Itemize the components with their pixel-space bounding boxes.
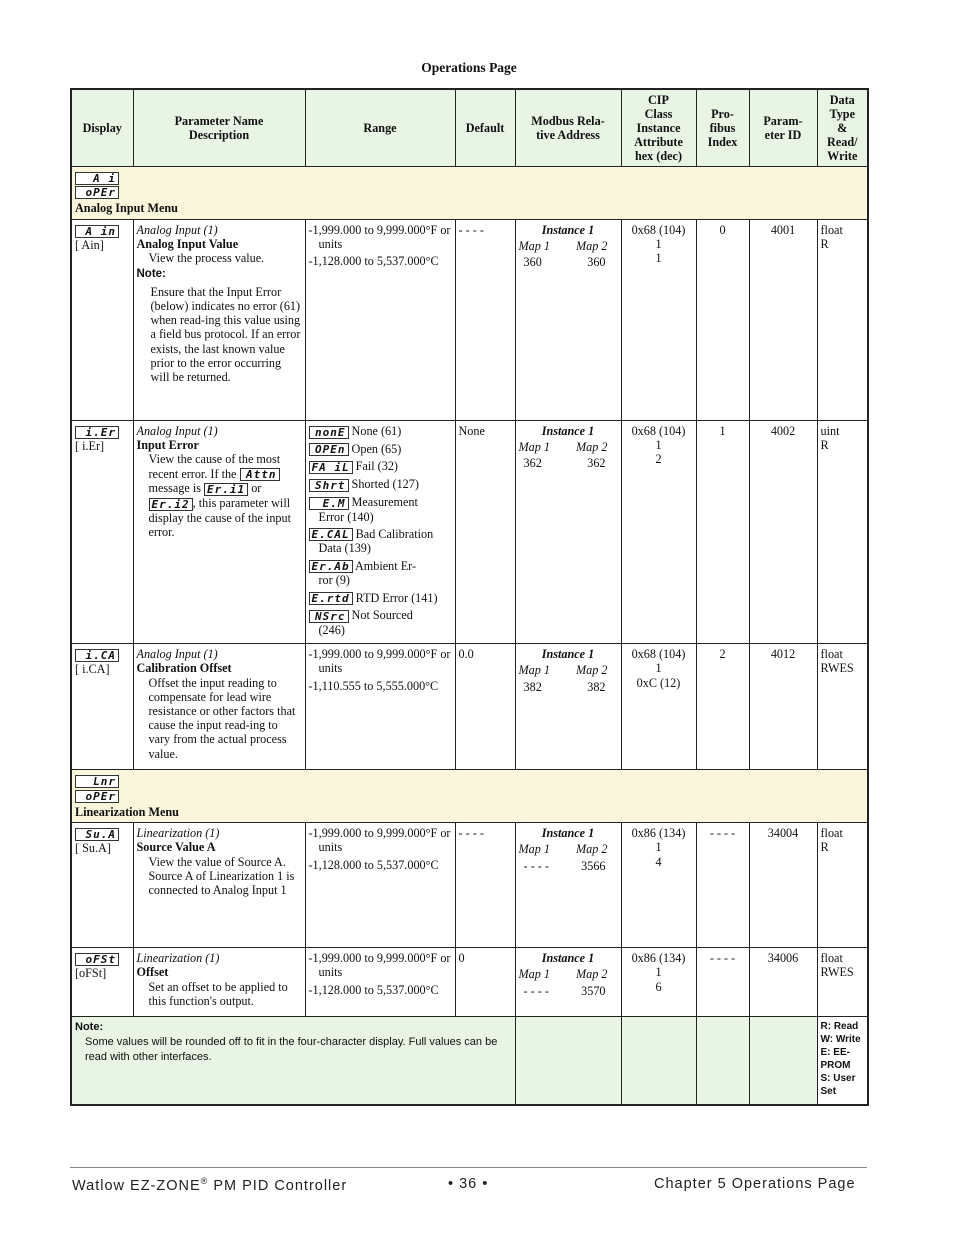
param-name: Source Value A — [136, 840, 216, 855]
param-cell — [133, 644, 305, 770]
type-cell: float RWES — [817, 948, 868, 1017]
range-c: -1,128.000 to 5,537.000°C — [308, 982, 439, 997]
profibus-cell: - - - - — [696, 948, 749, 1017]
display-cell — [71, 823, 133, 948]
display-cell — [71, 644, 133, 770]
empty-cell — [621, 1017, 696, 1105]
lcd-lnr: Lnr — [75, 775, 119, 788]
type-cell: float R — [817, 220, 868, 421]
header-default: Default — [455, 89, 515, 167]
footer-page-number: • 36 • — [448, 1176, 489, 1192]
param-id-cell: 34004 — [749, 823, 817, 948]
lcd-ain: A in — [75, 225, 119, 238]
option-rtd: E.rtd RTD Error (141) — [309, 591, 452, 606]
option-not-sourced: NSrc Not Sourced (246) — [309, 608, 452, 637]
table-row — [71, 421, 868, 644]
display-cell — [71, 220, 133, 421]
header-data-type: Data Type & Read/ Write — [817, 89, 868, 167]
table-row — [71, 644, 868, 770]
range-cell — [305, 948, 455, 1017]
table-row — [71, 220, 868, 421]
param-cell — [133, 948, 305, 1017]
modbus-cell: Instance 1 Map 1 Map 2 - - - - 3570 — [515, 948, 621, 1017]
empty-cell — [749, 1017, 817, 1105]
profibus-cell: 0 — [696, 220, 749, 421]
param-name: Calibration Offset — [136, 661, 232, 676]
range-f: -1,999.000 to 9,999.000°F or units — [308, 223, 451, 252]
param-id-cell: 34006 — [749, 948, 817, 1017]
range-f: -1,999.000 to 9,999.000°F or units — [308, 647, 451, 676]
table-row — [71, 823, 868, 948]
header-profibus: Pro- fibus Index — [696, 89, 749, 167]
param-id-cell: 4012 — [749, 644, 817, 770]
header-row — [71, 89, 868, 167]
param-id-cell: 4002 — [749, 421, 817, 644]
param-cell — [133, 823, 305, 948]
cip-cell: 0x86 (134) 1 4 — [621, 823, 696, 948]
type-cell: float R — [817, 823, 868, 948]
profibus-cell: - - - - — [696, 823, 749, 948]
profibus-cell: 1 — [696, 421, 749, 644]
param-desc: View the process value. — [148, 251, 265, 266]
note-label: Note: — [136, 267, 166, 280]
display-cell — [71, 421, 133, 644]
modbus-cell: Instance 1 Map 1 Map 2 - - - - 3566 — [515, 823, 621, 948]
lcd-oper: oPEr — [75, 186, 119, 199]
cip-cell: 0x68 (104) 1 1 — [621, 220, 696, 421]
lcd-er-i2: Er.i2 — [149, 498, 193, 511]
param-group: Linearization (1) — [136, 951, 220, 966]
default-cell: - - - - — [455, 220, 515, 421]
range-f: -1,999.000 to 9,999.000°F or units — [308, 951, 451, 980]
lcd-sua: Su.A — [75, 828, 119, 841]
lcd-attn: Attn — [240, 468, 280, 481]
modbus-cell: Instance 1 Map 1 Map 2 362 362 — [515, 421, 621, 644]
footnote-label: Note: — [75, 1021, 104, 1034]
display-code: [oFSt] — [75, 965, 107, 980]
option-measurement: E.M Measurement Error (140) — [309, 495, 452, 524]
display-code: [ Ain] — [75, 237, 104, 252]
note-row — [71, 1017, 868, 1105]
range-f: -1,999.000 to 9,999.000°F or units — [308, 826, 451, 855]
header-param-id: Param- eter ID — [749, 89, 817, 167]
option-bad-cal: E.CAL Bad Calibration Data (139) — [309, 527, 452, 556]
header-range: Range — [305, 89, 455, 167]
header-modbus: Modbus Rela- tive Address — [515, 89, 621, 167]
default-cell: 0 — [455, 948, 515, 1017]
display-code: [ i.CA] — [75, 661, 110, 676]
header-display: Display — [71, 89, 133, 167]
param-desc: Offset the input reading to compensate for lead wire resistance or other factors that cause the input read-ing to vary from the actual process value. — [148, 675, 296, 761]
option-none: nonE None (61) — [309, 424, 452, 439]
param-group: Analog Input (1) — [136, 424, 218, 438]
cip-cell: 0x68 (104) 1 2 — [621, 421, 696, 644]
linearization-menu-label: Linearization Menu — [75, 804, 179, 819]
operations-table — [70, 88, 869, 1106]
profibus-cell: 2 — [696, 644, 749, 770]
cip-cell: 0x68 (104) 1 0xC (12) — [621, 644, 696, 770]
default-cell: - - - - — [455, 823, 515, 948]
modbus-cell: Instance 1 Map 1 Map 2 360 360 — [515, 220, 621, 421]
range-c: -1,110.555 to 5,555.000°C — [308, 678, 439, 693]
lcd-oper: oPEr — [75, 790, 119, 803]
param-cell — [133, 220, 305, 421]
linearization-menu-row — [71, 770, 868, 823]
modbus-cell: Instance 1 Map 1 Map 2 382 382 — [515, 644, 621, 770]
analog-input-menu-label: Analog Input Menu — [75, 201, 178, 216]
display-code: [ i.Er] — [75, 438, 105, 453]
default-cell: 0.0 — [455, 644, 515, 770]
lcd-ica: i.CA — [75, 649, 119, 662]
option-ambient: Er.Ab Ambient Er- ror (9) — [309, 559, 452, 588]
param-desc: Set an offset to be applied to this function's output. — [148, 979, 288, 1008]
param-desc: View the value of Source A. — [148, 854, 286, 869]
empty-cell — [696, 1017, 749, 1105]
display-code: [ Su.A] — [75, 840, 111, 855]
empty-cell — [515, 1017, 621, 1105]
lcd-ofst: oFSt — [75, 953, 119, 966]
param-name: Offset — [136, 965, 169, 980]
param-desc-2: Source A of Linearization 1 is connected to Analog Input 1 — [148, 868, 295, 897]
option-fail: FA iL Fail (32) — [309, 459, 452, 474]
rw-legend: R: Read W: Write E: EE- PROM S: User Set — [817, 1017, 868, 1105]
table-row — [71, 948, 868, 1017]
range-c: -1,128.000 to 5,537.000°C — [308, 254, 439, 269]
lcd-ai: A i — [75, 172, 119, 185]
analog-input-menu-row — [71, 167, 868, 220]
page-title: Operations Page — [421, 60, 517, 75]
param-group: Analog Input (1) — [136, 223, 218, 237]
linearization-menu — [71, 770, 868, 823]
cip-cell: 0x86 (134) 1 6 — [621, 948, 696, 1017]
footer-right: Chapter 5 Operations Page — [654, 1176, 856, 1192]
param-cell — [133, 421, 305, 644]
range-cell — [305, 220, 455, 421]
range-cell — [305, 421, 455, 644]
option-open: OPEn Open (65) — [309, 442, 452, 457]
default-cell: None — [455, 421, 515, 644]
footer-divider — [70, 1167, 867, 1168]
param-name: Analog Input Value — [136, 237, 239, 252]
param-id-cell: 4001 — [749, 220, 817, 421]
range-cell — [305, 644, 455, 770]
header-cip: CIP Class Instance Attribute hex (dec) — [621, 89, 696, 167]
option-shorted: Shrt Shorted (127) — [309, 477, 452, 492]
footer-left: Watlow EZ-ZONE® PM PID Controller — [72, 1176, 348, 1194]
type-cell: float RWES — [817, 644, 868, 770]
footnote-cell — [71, 1017, 515, 1105]
param-name: Input Error — [136, 438, 199, 453]
param-note: Ensure that the Input Error (below) indicates no error (61) when read-ing this value using a field bus protocol. If an error exists, the last known value prior to the error occurring will be returned. — [150, 284, 301, 385]
param-group: Linearization (1) — [136, 826, 220, 841]
analog-input-menu — [71, 167, 868, 220]
footnote-text: Some values will be rounded off to fit in the four-character display. Full values can be read with other interfaces. — [85, 1036, 498, 1064]
lcd-ier: i.Er — [75, 426, 119, 439]
header-param: Parameter Name Description — [133, 89, 305, 167]
param-group: Analog Input (1) — [136, 647, 218, 662]
range-cell — [305, 823, 455, 948]
lcd-er-i1: Er.i1 — [204, 483, 248, 496]
param-desc: View the cause of the most recent error. If the Attn message is Er.i1 or Er.i2 , this parameter will display the cause of the input error. — [148, 452, 291, 539]
type-cell: uint R — [817, 421, 868, 644]
display-cell — [71, 948, 133, 1017]
range-c: -1,128.000 to 5,537.000°C — [308, 857, 439, 872]
